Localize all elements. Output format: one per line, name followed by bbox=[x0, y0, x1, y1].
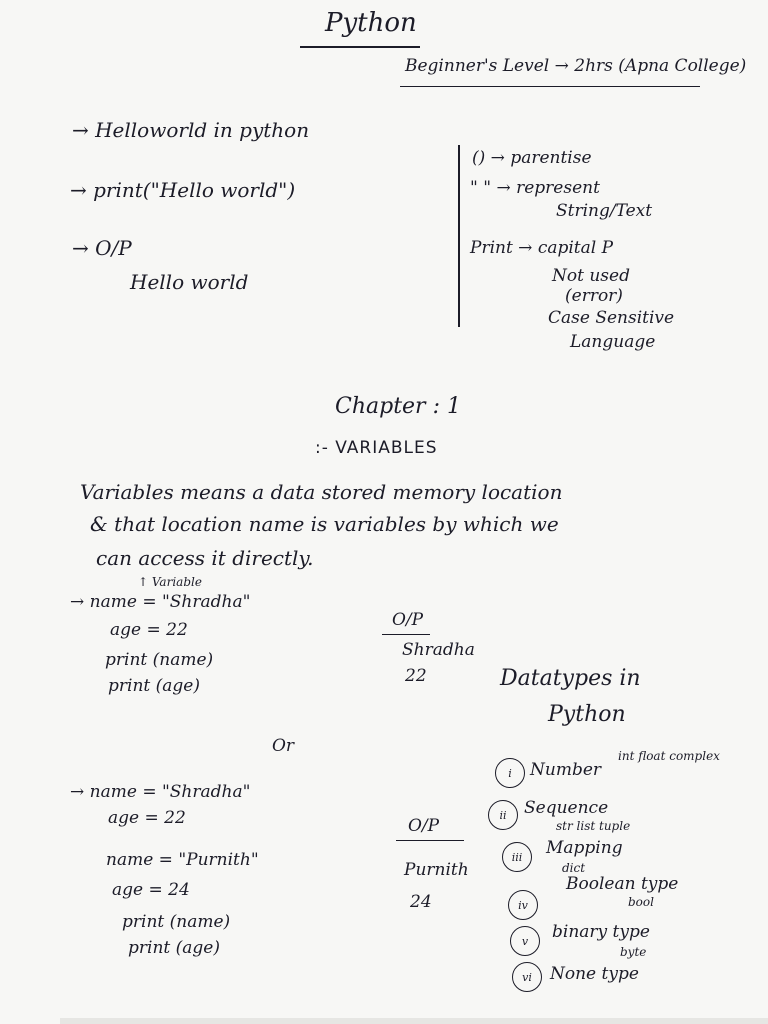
or-label: Or bbox=[272, 736, 295, 756]
item-number-badge: vi bbox=[512, 962, 542, 992]
example1-line-2: age = 22 bbox=[110, 620, 188, 640]
note-parens: () → parentise bbox=[472, 148, 592, 168]
hello-heading: → Helloworld in python bbox=[72, 118, 310, 142]
example1-line-3: print (name) bbox=[105, 650, 214, 670]
page-subtitle: Beginner's Level → 2hrs (Apna College) bbox=[405, 56, 747, 76]
definition-line-3: can access it directly. bbox=[96, 546, 314, 570]
example1-output-line-1: Shradha bbox=[402, 640, 475, 660]
chapter-topic: :- VARIABLES bbox=[315, 438, 438, 458]
datatype-note: byte bbox=[620, 945, 647, 959]
datatypes-heading-2: Python bbox=[548, 702, 626, 727]
page-title: Python bbox=[325, 8, 417, 38]
item-number-badge: iii bbox=[502, 842, 532, 872]
page-bottom-edge bbox=[60, 1018, 768, 1024]
item-number-badge: ii bbox=[488, 800, 518, 830]
example1-output-label: O/P bbox=[392, 610, 424, 630]
example2-output-label: O/P bbox=[408, 816, 440, 836]
print-statement: → print("Hello world") bbox=[70, 178, 296, 202]
subtitle-underline bbox=[400, 86, 700, 87]
datatype-label: binary type bbox=[552, 922, 650, 942]
note-not-used: Not used bbox=[552, 266, 630, 286]
notes-divider bbox=[458, 145, 460, 327]
variable-annotation: ↑ Variable bbox=[138, 575, 202, 589]
chapter-title: Chapter : 1 bbox=[335, 394, 461, 419]
definition-line-1: Variables means a data stored memory location bbox=[80, 480, 563, 504]
example2-line-6: print (age) bbox=[128, 938, 220, 958]
example1-output-underline bbox=[382, 634, 430, 635]
datatypes-heading-1: Datatypes in bbox=[500, 666, 641, 691]
example2-line-5: print (name) bbox=[122, 912, 231, 932]
datatype-note: int float complex bbox=[618, 749, 720, 763]
note-quotes-cont: String/Text bbox=[556, 201, 653, 221]
datatype-label: Mapping bbox=[546, 838, 623, 858]
datatype-note: str list tuple bbox=[556, 819, 631, 833]
datatype-label: None type bbox=[550, 964, 639, 984]
example2-line-1: → name = "Shradha" bbox=[70, 782, 251, 802]
output-value: Hello world bbox=[130, 270, 249, 294]
note-language: Language bbox=[570, 332, 656, 352]
example1-line-1: → name = "Shradha" bbox=[70, 592, 251, 612]
datatype-note: bool bbox=[628, 895, 654, 909]
output-label: → O/P bbox=[72, 236, 132, 260]
datatype-note: dict bbox=[562, 861, 586, 875]
datatype-label: Boolean type bbox=[566, 874, 679, 894]
note-quotes: " " → represent bbox=[470, 178, 600, 198]
example2-line-2: age = 22 bbox=[108, 808, 186, 828]
item-number-badge: i bbox=[495, 758, 525, 788]
example2-line-4: age = 24 bbox=[112, 880, 190, 900]
example2-line-3: name = "Purnith" bbox=[106, 850, 259, 870]
example2-output-underline bbox=[396, 840, 464, 841]
item-number-badge: v bbox=[510, 926, 540, 956]
note-error: (error) bbox=[565, 286, 623, 306]
datatype-label: Sequence bbox=[524, 798, 609, 818]
example2-output-line-1: Purnith bbox=[404, 860, 469, 880]
datatype-label: Number bbox=[530, 760, 602, 780]
note-case-sensitive: Case Sensitive bbox=[548, 308, 675, 328]
example1-output-line-2: 22 bbox=[405, 666, 427, 686]
example1-line-4: print (age) bbox=[108, 676, 200, 696]
item-number-badge: iv bbox=[508, 890, 538, 920]
title-underline bbox=[300, 46, 420, 48]
definition-line-2: & that location name is variables by which we bbox=[90, 512, 559, 536]
note-print-capital: Print → capital P bbox=[470, 238, 614, 258]
example2-output-line-2: 24 bbox=[410, 892, 432, 912]
